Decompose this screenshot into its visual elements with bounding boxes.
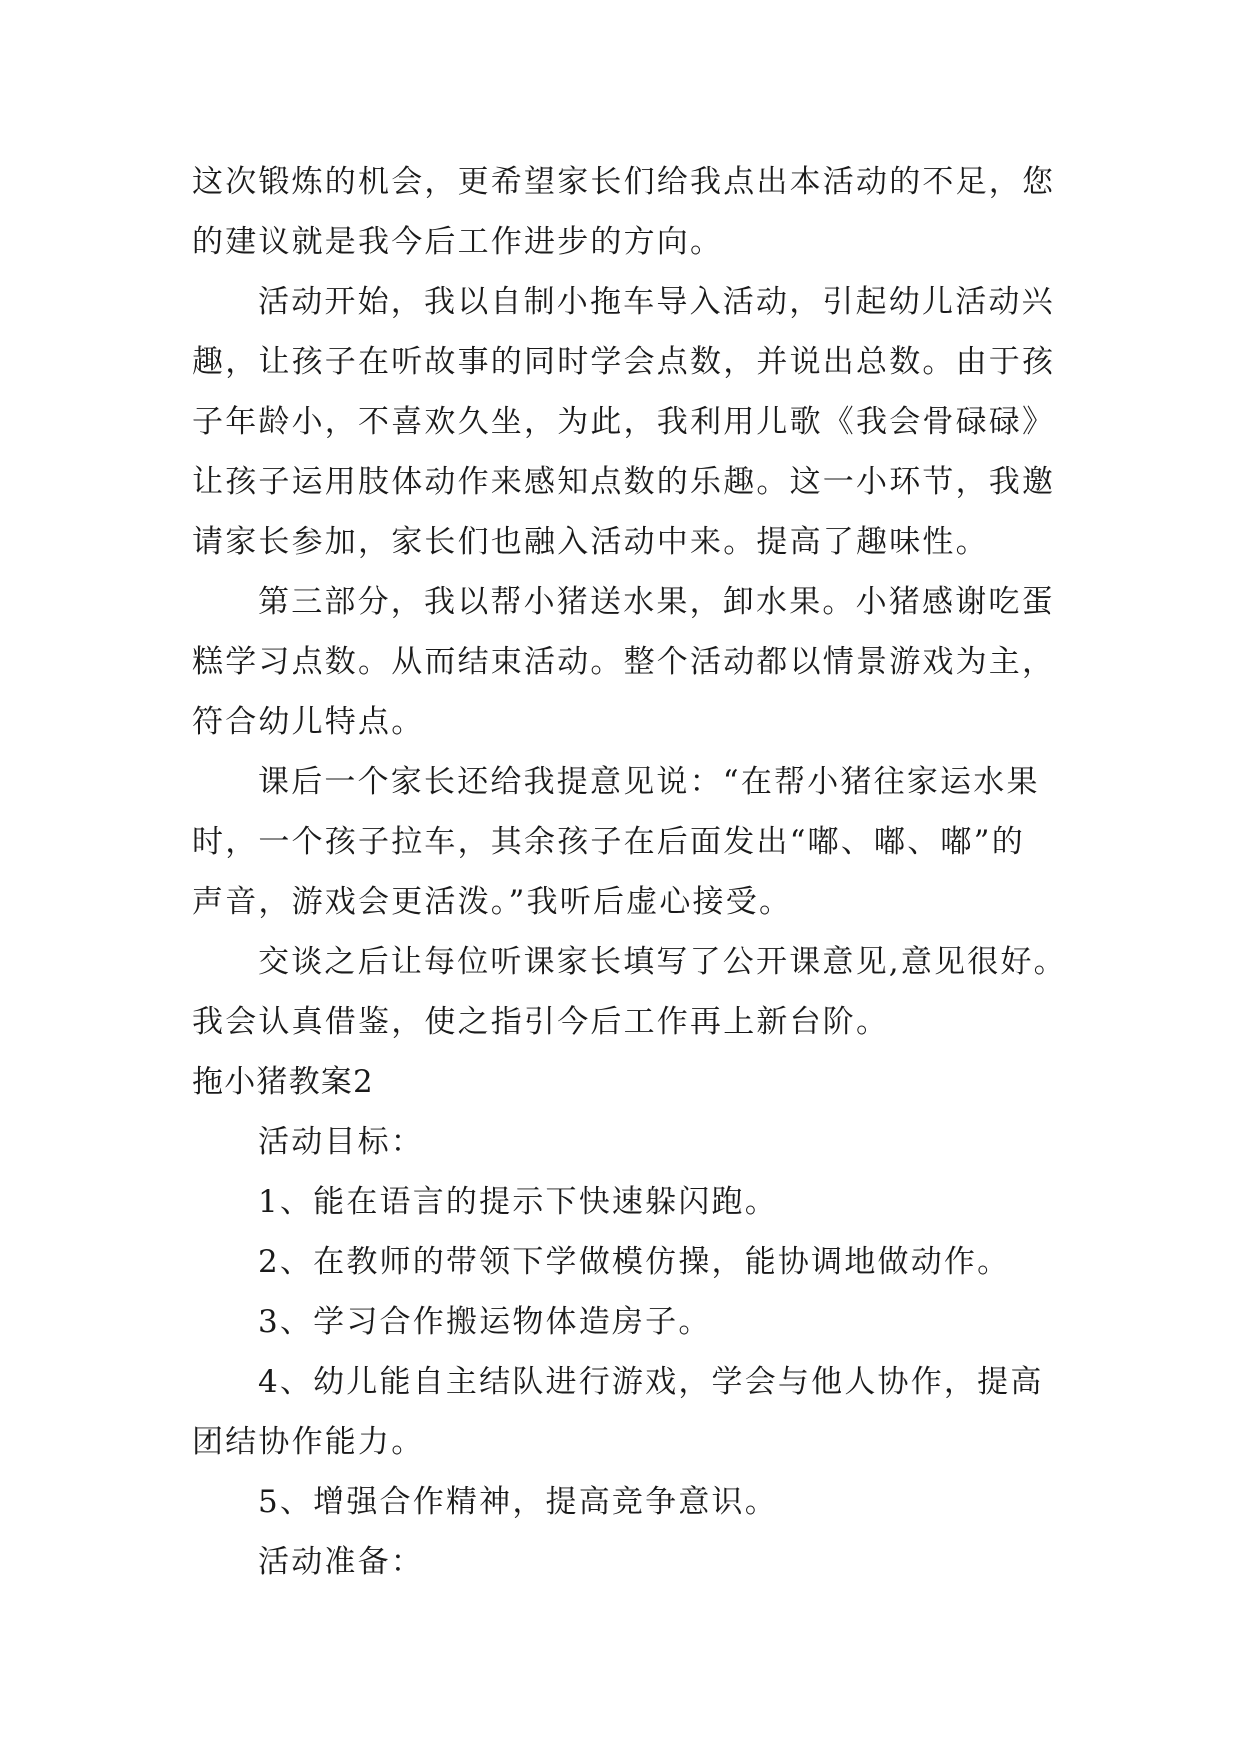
text-line: 交谈之后让每位听课家长填写了公开课意见,意见很好。 bbox=[258, 944, 1067, 980]
text-line: 趣，让孩子在听故事的同时学会点数，并说出总数。由于孩 bbox=[192, 344, 1056, 380]
text-line: 活动开始，我以自制小拖车导入活动，引起幼儿活动兴 bbox=[258, 284, 1055, 320]
text-line: 团结协作能力。 bbox=[192, 1424, 425, 1460]
text-line: 时，一个孩子拉车，其余孩子在后面发出“嘟、嘟、嘟”的 bbox=[192, 824, 1025, 860]
text-line: 符合幼儿特点。 bbox=[192, 704, 425, 740]
paragraph-parent-feedback bbox=[192, 752, 1052, 932]
goal-item: 5、增强合作精神，提高竞争意识。 bbox=[258, 1484, 778, 1520]
goal-item: 2、在教师的带领下学做模仿操，能协调地做动作。 bbox=[258, 1244, 1011, 1280]
text-line: 糕学习点数。从而结束活动。整个活动都以情景游戏为主， bbox=[192, 644, 1056, 680]
paragraph-activity-start bbox=[192, 272, 1056, 572]
text-line: 我会认真借鉴，使之指引今后工作再上新台阶。 bbox=[192, 1004, 890, 1040]
text-line: 让孩子运用肢体动作来感知点数的乐趣。这一小环节，我邀 bbox=[192, 464, 1056, 500]
text-line: 课后一个家长还给我提意见说：“在帮小猪往家运水果 bbox=[258, 764, 1040, 800]
preparation-label: 活动准备： bbox=[258, 1544, 424, 1580]
text-line: 的建议就是我今后工作进步的方向。 bbox=[192, 224, 724, 260]
section-heading: 拖小猪教案2 bbox=[192, 1064, 374, 1100]
document-page bbox=[192, 152, 1067, 1592]
text-line: 4、幼儿能自主结队进行游戏，学会与他人协作，提高 bbox=[258, 1364, 1044, 1400]
paragraph-continuation bbox=[192, 152, 1056, 272]
goal-item bbox=[192, 1352, 1052, 1472]
text-line: 请家长参加，家长们也融入活动中来。提高了趣味性。 bbox=[192, 524, 989, 560]
paragraph-part-three bbox=[192, 572, 1056, 752]
goals-label: 活动目标： bbox=[258, 1124, 424, 1160]
text-line: 子年龄小，不喜欢久坐，为此，我利用儿歌《我会骨碌碌》 bbox=[192, 404, 1056, 440]
goal-item: 1、能在语言的提示下快速躲闪跑。 bbox=[258, 1184, 778, 1220]
text-line: 第三部分，我以帮小猪送水果，卸水果。小猪感谢吃蛋 bbox=[258, 584, 1055, 620]
text-line: 这次锻炼的机会，更希望家长们给我点出本活动的不足，您 bbox=[192, 164, 1056, 200]
paragraph-conclusion bbox=[192, 932, 1067, 1052]
text-line: 声音，游戏会更活泼。”我听后虚心接受。 bbox=[192, 884, 793, 920]
goal-item: 3、学习合作搬运物体造房子。 bbox=[258, 1304, 712, 1340]
